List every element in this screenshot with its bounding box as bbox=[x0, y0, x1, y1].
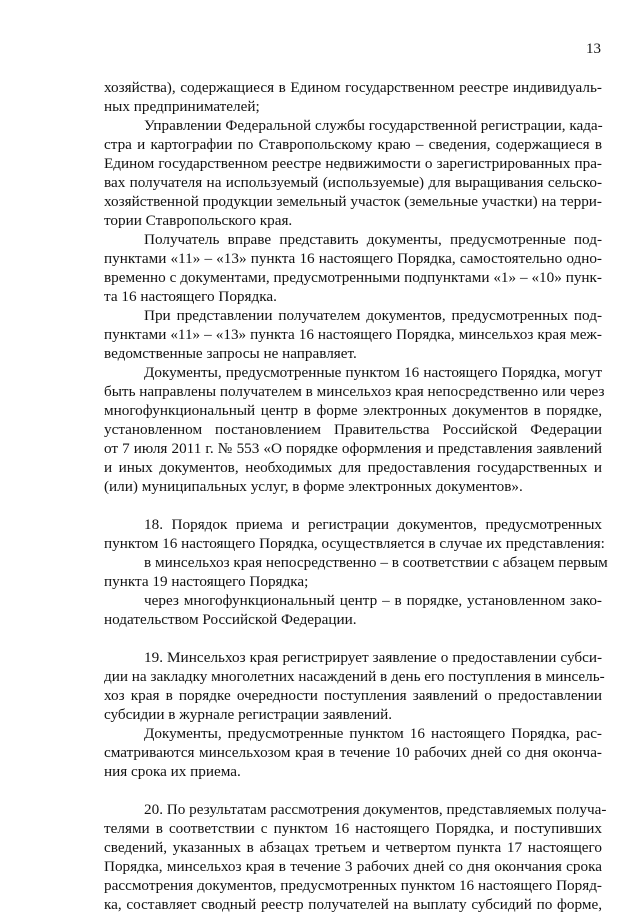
paragraph-gap bbox=[104, 629, 602, 648]
text-line: пунктом 16 настоящего Порядка, осуществляется в случае их представления: bbox=[104, 535, 605, 552]
text-line: временно с документами, предусмотренными подпунктами «1» – «10» пунк- bbox=[104, 269, 602, 286]
paragraph-gap bbox=[104, 496, 602, 515]
text-line: ведомственные запросы не направляет. bbox=[104, 345, 357, 362]
text-line: быть направлены получателем в минсельхоз края непосредственно или через bbox=[104, 383, 605, 400]
text-line: Порядка, минсельхоз края в течение 3 рабочих дней со дня окончания срока bbox=[104, 858, 602, 875]
text-line: от 7 июля 2011 г. № 553 «О порядке оформления и представления заявлений bbox=[104, 440, 602, 457]
page-number: 13 bbox=[586, 41, 601, 57]
text-line: хоз края в порядке очередности поступления заявлений о предоставлении bbox=[104, 687, 602, 704]
text-line: Едином государственном реестре недвижимости о зарегистрированных пра- bbox=[104, 155, 602, 172]
paragraph bbox=[104, 116, 602, 230]
paragraph bbox=[104, 553, 608, 591]
text-line: хозяйства), содержащиеся в Едином государственном реестре индивидуаль- bbox=[104, 79, 602, 96]
text-line: пунктами «11» – «13» пункта 16 настоящего Порядка, самостоятельно одно- bbox=[104, 250, 602, 267]
text-line: Управлении Федеральной службы государственной регистрации, када- bbox=[144, 117, 603, 134]
text-line: хозяйственной продукции земельный участок (земельные участки) на терри- bbox=[104, 193, 602, 210]
text-line: установленном постановлением Правительства Российской Федерации bbox=[104, 421, 602, 438]
text-line: ка, составляет сводный реестр получателей на выплату субсидий по форме, bbox=[104, 896, 602, 913]
text-line: При представлении получателем документов, предусмотренных под- bbox=[144, 307, 602, 324]
text-line: телями в соответствии с пунктом 16 настоящего Порядка, и поступивших bbox=[104, 820, 602, 837]
text-line: дии на закладку многолетних насаждений в день его поступления в минсель- bbox=[104, 668, 605, 685]
text-line: многофункциональный центр в форме электронных документов в порядке, bbox=[104, 402, 602, 419]
text-line: сведений, указанных в абзацах третьем и четвертом пункта 17 настоящего bbox=[104, 839, 602, 856]
text-line: пунктами «11» – «13» пункта 16 настоящего Порядка, минсельхоз края меж- bbox=[104, 326, 602, 343]
paragraph bbox=[104, 800, 607, 914]
text-line: рассмотрения документов, предусмотренных пунктом 16 настоящего Поряд- bbox=[104, 877, 602, 894]
text-line: та 16 настоящего Порядка. bbox=[104, 288, 277, 305]
paragraph bbox=[104, 363, 605, 496]
text-line: 20. По результатам рассмотрения документов, представляемых получа- bbox=[144, 801, 607, 818]
paragraph bbox=[104, 591, 602, 629]
text-line: вах получателя на используемый (используемые) для выращивания сельско- bbox=[104, 174, 602, 191]
text-line: и иных документов, необходимых для предоставления государственных и bbox=[104, 459, 602, 476]
text-line: ния срока их приема. bbox=[104, 763, 241, 780]
text-line: ных предпринимателей; bbox=[104, 98, 260, 115]
text-line: Получатель вправе представить документы, предусмотренные под- bbox=[144, 231, 602, 248]
paragraph bbox=[104, 230, 602, 306]
text-line: (или) муниципальных услуг, в форме электронных документов». bbox=[104, 478, 523, 495]
paragraph bbox=[104, 306, 602, 363]
text-line: через многофункциональный центр – в порядке, установленном зако- bbox=[144, 592, 602, 609]
text-line: 18. Порядок приема и регистрации документов, предусмотренных bbox=[144, 516, 602, 533]
text-line: субсидии в журнале регистрации заявлений. bbox=[104, 706, 393, 723]
paragraph bbox=[104, 648, 605, 724]
text-line: нодательством Российской Федерации. bbox=[104, 611, 357, 628]
text-line: в минсельхоз края непосредственно – в соответствии с абзацем первым bbox=[144, 554, 608, 571]
text-line: стра и картографии по Ставропольскому краю – сведения, содержащиеся в bbox=[104, 136, 602, 153]
text-line: Документы, предусмотренные пунктом 16 настоящего Порядка, могут bbox=[144, 364, 602, 381]
paragraph bbox=[104, 515, 605, 553]
document-body bbox=[104, 78, 608, 914]
paragraph-gap bbox=[104, 781, 602, 800]
text-line: пункта 19 настоящего Порядка; bbox=[104, 573, 309, 590]
text-line: 19. Минсельхоз края регистрирует заявление о предоставлении субси- bbox=[144, 649, 602, 666]
text-line: тории Ставропольского края. bbox=[104, 212, 293, 229]
text-line: Документы, предусмотренные пунктом 16 настоящего Порядка, рас- bbox=[144, 725, 602, 742]
text-line: сматриваются минсельхозом края в течение 10 рабочих дней со дня оконча- bbox=[104, 744, 602, 761]
paragraph bbox=[104, 724, 602, 781]
paragraph bbox=[104, 78, 602, 116]
